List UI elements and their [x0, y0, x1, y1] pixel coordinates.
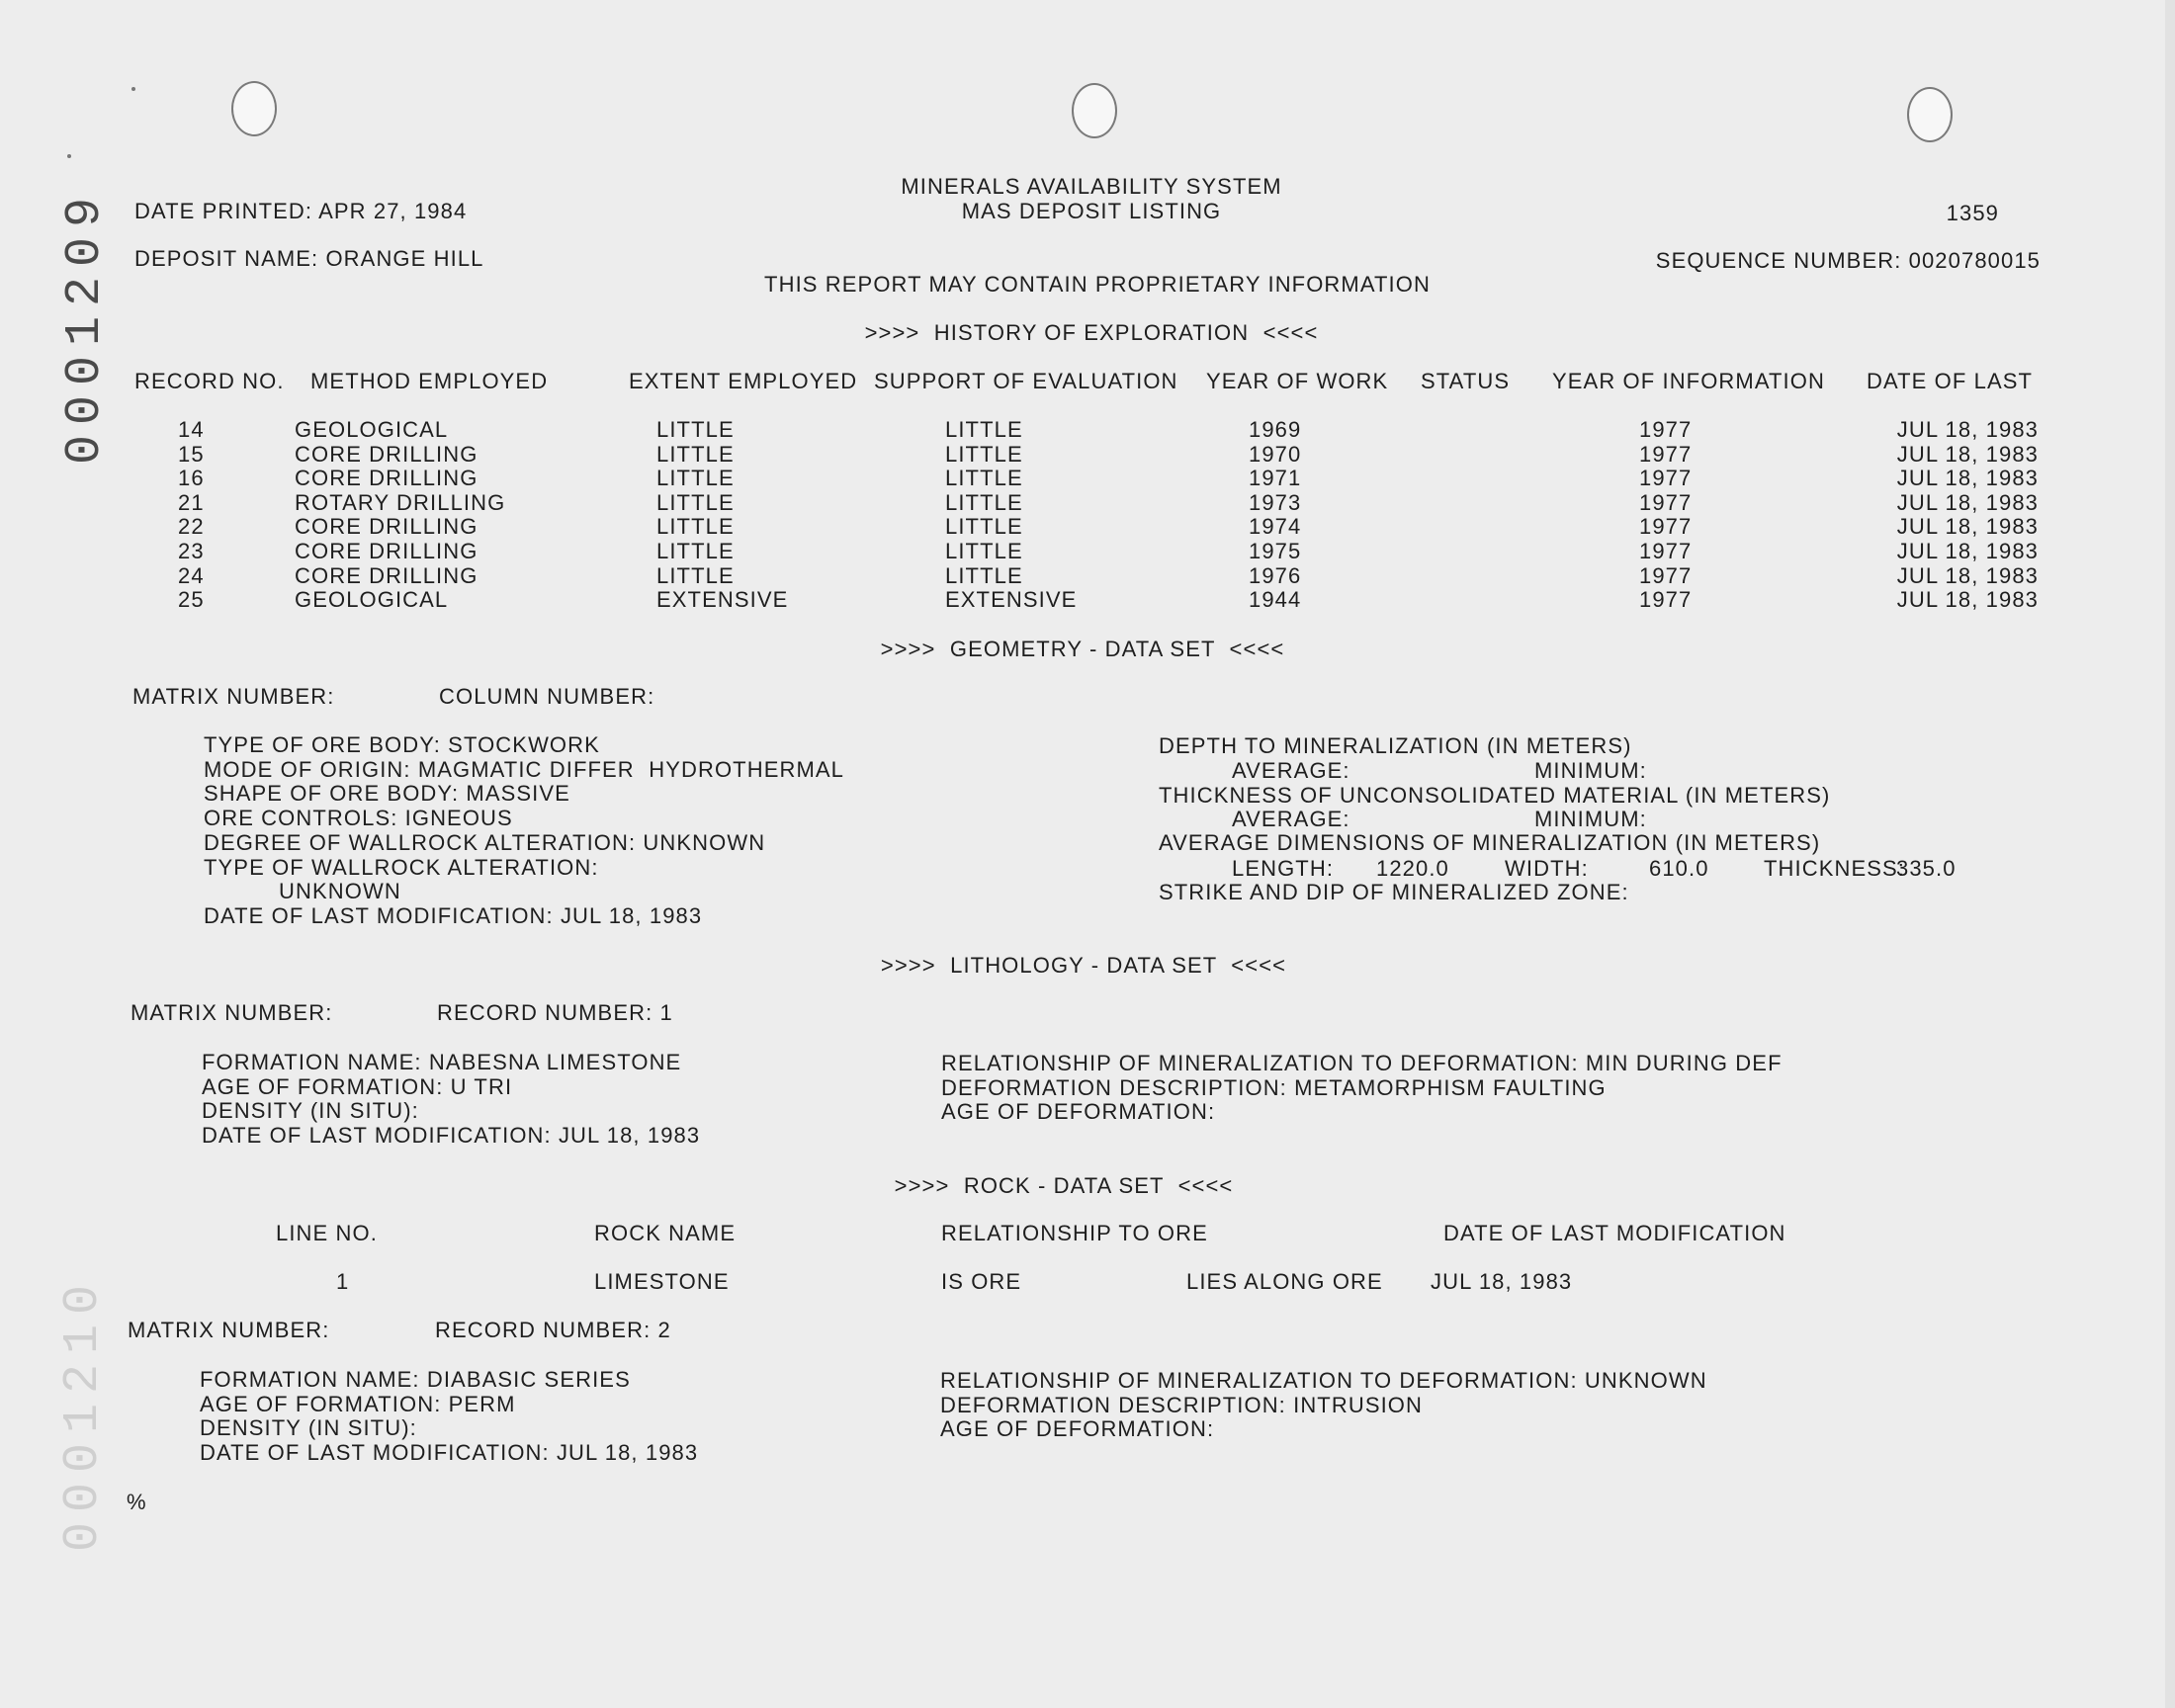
geometry-field: DEGREE OF WALLROCK ALTERATION: UNKNOWN: [204, 829, 766, 855]
table-cell: LITTLE: [656, 441, 735, 467]
column-header: STATUS: [1421, 369, 1511, 393]
table-cell: 15: [178, 441, 205, 467]
record-number: RECORD NUMBER: 1: [437, 1000, 673, 1025]
table-cell: 1977: [1639, 587, 1693, 613]
history-section-title: >>>> HISTORY OF EXPLORATION <<<<: [864, 320, 1319, 345]
lithology-field: AGE OF FORMATION: PERM: [200, 1391, 516, 1416]
column-header: ROCK NAME: [594, 1221, 737, 1245]
table-cell: 23: [178, 539, 205, 563]
listing-title: MAS DEPOSIT LISTING: [961, 199, 1222, 223]
table-cell: CORE DRILLING: [295, 466, 478, 491]
table-cell: LITTLE: [656, 489, 735, 515]
speck: [67, 154, 71, 158]
table-cell: LITTLE: [945, 514, 1023, 540]
matrix-number-label: MATRIX NUMBER:: [132, 684, 335, 709]
table-cell: 1971: [1249, 466, 1302, 491]
sequence-number: SEQUENCE NUMBER: 0020780015: [1655, 248, 2041, 273]
table-cell-date: JUL 18, 1983: [1896, 417, 2039, 442]
geometry-field: TYPE OF ORE BODY: STOCKWORK: [204, 732, 600, 757]
strike-dip-label: STRIKE AND DIP OF MINERALIZED ZONE:: [1159, 880, 1629, 904]
thickness-minimum: MINIMUM:: [1534, 807, 1647, 831]
table-cell: 21: [178, 489, 205, 515]
lithology-field: RELATIONSHIP OF MINERALIZATION TO DEFORMATION: UNKNOWN: [940, 1368, 1707, 1393]
width-label: WIDTH:: [1505, 856, 1589, 881]
table-cell-date: JUL 18, 1983: [1896, 441, 2039, 467]
table-cell: ROTARY DRILLING: [295, 489, 506, 515]
table-cell: 22: [178, 514, 205, 540]
table-cell: GEOLOGICAL: [295, 587, 449, 613]
table-cell: LITTLE: [656, 417, 735, 442]
table-cell-date: JUL 18, 1983: [1896, 587, 2039, 613]
geometry-field: UNKNOWN: [279, 879, 401, 904]
thickness-title: THICKNESS OF UNCONSOLIDATED MATERIAL (IN METERS): [1159, 783, 1831, 808]
table-cell: 14: [178, 417, 205, 442]
dimensions-title: AVERAGE DIMENSIONS OF MINERALIZATION (IN METERS): [1159, 830, 1821, 855]
matrix-number-label: MATRIX NUMBER:: [130, 1000, 333, 1025]
record-number: RECORD NUMBER: 2: [435, 1318, 671, 1342]
rock-section-title: >>>> ROCK - DATA SET <<<<: [894, 1173, 1234, 1198]
column-header: RECORD NO.: [134, 369, 285, 393]
punch-hole-center: [1072, 83, 1117, 138]
column-header: METHOD EMPLOYED: [310, 369, 549, 393]
table-cell: GEOLOGICAL: [295, 417, 449, 442]
lithology-field: AGE OF DEFORMATION:: [941, 1099, 1216, 1125]
thickness-label: THICKNESS:: [1764, 856, 1906, 881]
rock-line-no: 1: [336, 1269, 350, 1294]
table-cell: 1975: [1249, 539, 1302, 563]
thickness-average: AVERAGE:: [1232, 807, 1350, 831]
length-label: LENGTH:: [1232, 856, 1335, 881]
column-header: SUPPORT OF EVALUATION: [874, 369, 1178, 393]
lithology-field: DATE OF LAST MODIFICATION: JUL 18, 1983: [202, 1122, 701, 1148]
rock-date: JUL 18, 1983: [1431, 1269, 1573, 1294]
table-cell-date: JUL 18, 1983: [1896, 466, 2039, 491]
table-cell: 1977: [1639, 441, 1693, 467]
lithology-field: FORMATION NAME: NABESNA LIMESTONE: [202, 1050, 682, 1074]
lithology-field: DEFORMATION DESCRIPTION: METAMORPHISM FAULTING: [941, 1074, 1607, 1100]
document-stamp: 0001209: [57, 187, 114, 465]
rock-relationship: IS ORE: [941, 1269, 1022, 1294]
punch-hole-left: [231, 81, 277, 136]
geometry-field: SHAPE OF ORE BODY: MASSIVE: [204, 781, 570, 807]
page-number: 1359: [1946, 201, 1999, 225]
lithology-field: DENSITY (IN SITU):: [200, 1415, 417, 1441]
table-cell: 25: [178, 587, 205, 613]
lithology-field: DENSITY (IN SITU):: [202, 1098, 419, 1124]
table-cell: CORE DRILLING: [295, 539, 478, 563]
rock-relationship-secondary: LIES ALONG ORE: [1186, 1269, 1383, 1294]
geometry-field: MODE OF ORIGIN: MAGMATIC DIFFER HYDROTHERMAL: [204, 756, 844, 782]
matrix-number-label: MATRIX NUMBER:: [128, 1318, 330, 1342]
lithology-field: RELATIONSHIP OF MINERALIZATION TO DEFORMATION: MIN DURING DEF: [941, 1051, 1783, 1075]
table-cell: 1969: [1249, 417, 1302, 442]
table-cell: 1977: [1639, 514, 1693, 540]
table-cell-date: JUL 18, 1983: [1896, 489, 2039, 515]
column-header: DATE OF LAST MODIFICATION: [1443, 1221, 1786, 1245]
column-header: EXTENT EMPLOYED: [629, 369, 858, 393]
lithology-section-title: >>>> LITHOLOGY - DATA SET <<<<: [880, 953, 1287, 978]
table-cell: 24: [178, 562, 205, 588]
column-header: LINE NO.: [276, 1221, 378, 1245]
speck: [131, 87, 135, 91]
page-edge: [2165, 0, 2175, 1708]
table-cell: LITTLE: [945, 489, 1023, 515]
proprietary-notice: THIS REPORT MAY CONTAIN PROPRIETARY INFORMATION: [764, 272, 1431, 297]
table-cell: LITTLE: [656, 514, 735, 540]
geometry-field: TYPE OF WALLROCK ALTERATION:: [204, 854, 599, 880]
table-cell: CORE DRILLING: [295, 441, 478, 467]
depth-minimum: MINIMUM:: [1534, 758, 1647, 783]
geometry-field: DATE OF LAST MODIFICATION: JUL 18, 1983: [204, 902, 703, 928]
table-cell: LITTLE: [945, 562, 1023, 588]
table-cell: LITTLE: [945, 417, 1023, 442]
depth-title: DEPTH TO MINERALIZATION (IN METERS): [1159, 733, 1632, 758]
column-number-label: COLUMN NUMBER:: [439, 684, 655, 709]
table-cell-date: JUL 18, 1983: [1896, 562, 2039, 588]
table-cell: LITTLE: [656, 539, 735, 563]
table-cell: EXTENSIVE: [656, 587, 789, 613]
column-header: DATE OF LAST: [1867, 369, 2034, 393]
length-value: 1220.0: [1376, 856, 1449, 881]
table-cell: 1977: [1639, 466, 1693, 491]
lithology-field: FORMATION NAME: DIABASIC SERIES: [200, 1367, 631, 1392]
table-cell: LITTLE: [945, 441, 1023, 467]
table-cell: 1977: [1639, 489, 1693, 515]
table-cell: EXTENSIVE: [945, 587, 1078, 613]
column-header: RELATIONSHIP TO ORE: [941, 1221, 1208, 1245]
table-cell: 1976: [1249, 562, 1302, 588]
table-cell: 1977: [1639, 539, 1693, 563]
table-cell: 1977: [1639, 417, 1693, 442]
table-cell: 1970: [1249, 441, 1302, 467]
footer-mark: %: [127, 1490, 147, 1514]
table-cell: 1974: [1249, 514, 1302, 540]
table-cell: CORE DRILLING: [295, 514, 478, 540]
date-printed: DATE PRINTED: APR 27, 1984: [134, 199, 468, 223]
punch-hole-right: [1907, 87, 1953, 142]
lithology-field: AGE OF DEFORMATION:: [940, 1416, 1215, 1442]
thickness-value: 335.0: [1896, 856, 1957, 881]
table-cell: LITTLE: [945, 539, 1023, 563]
table-cell: CORE DRILLING: [295, 562, 478, 588]
table-cell: 1944: [1249, 587, 1302, 613]
width-value: 610.0: [1649, 856, 1709, 881]
column-header: YEAR OF INFORMATION: [1552, 369, 1825, 393]
system-title: MINERALS AVAILABILITY SYSTEM: [901, 174, 1282, 199]
table-cell: LITTLE: [656, 466, 735, 491]
table-cell: 16: [178, 466, 205, 491]
geometry-field: ORE CONTROLS: IGNEOUS: [204, 806, 513, 831]
depth-average: AVERAGE:: [1232, 758, 1350, 783]
table-cell: 1973: [1249, 489, 1302, 515]
lithology-field: DATE OF LAST MODIFICATION: JUL 18, 1983: [200, 1439, 699, 1465]
table-cell-date: JUL 18, 1983: [1896, 514, 2039, 540]
column-header: YEAR OF WORK: [1206, 369, 1389, 393]
lithology-field: AGE OF FORMATION: U TRI: [202, 1073, 513, 1099]
rock-name: LIMESTONE: [594, 1269, 730, 1294]
table-cell: LITTLE: [945, 466, 1023, 491]
deposit-name: DEPOSIT NAME: ORANGE HILL: [134, 246, 484, 271]
lithology-field: DEFORMATION DESCRIPTION: INTRUSION: [940, 1392, 1424, 1417]
table-cell: LITTLE: [656, 562, 735, 588]
table-cell: 1977: [1639, 562, 1693, 588]
geometry-section-title: >>>> GEOMETRY - DATA SET <<<<: [880, 637, 1285, 661]
table-cell-date: JUL 18, 1983: [1896, 539, 2039, 563]
faded-document-stamp: 0001210: [55, 1274, 112, 1552]
